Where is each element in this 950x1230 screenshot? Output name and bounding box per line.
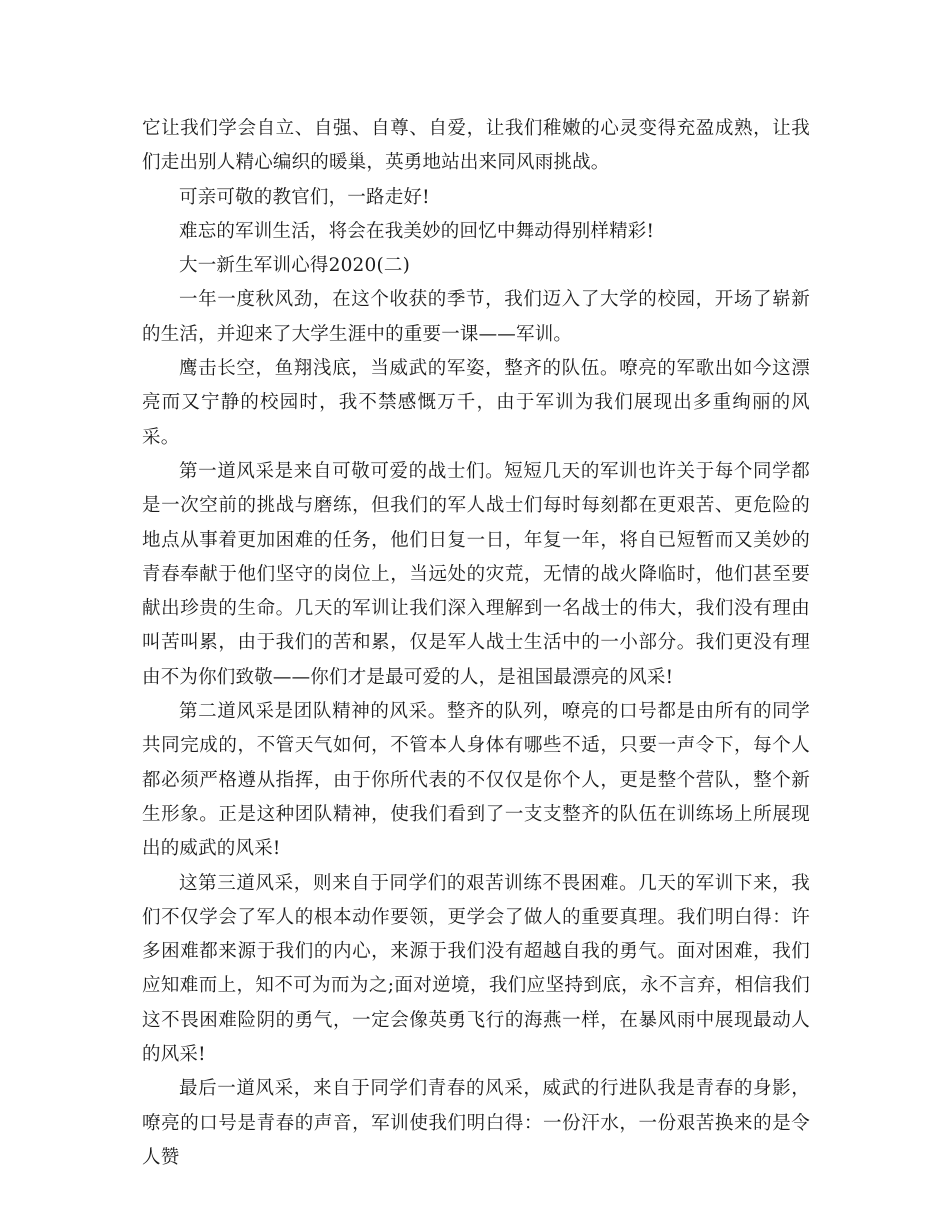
section-heading: 大一新生军训心得2020(二) (179, 255, 411, 277)
paragraph: 第一道风采是来自可敬可爱的战士们。短短几天的军训也许关于每个同学都是一次空前的挑战与磨练，但我们的军人战士们每时每刻都在更艰苦、更危险的地点从事着更加困难的任务，他们日复一日，年复一年，将自已短暂而又美妙的青春奉献于他们坚守的岗位上，当远处的灾荒，无情的战火降临时，他们甚至要献出珍贵的生命。几天的军训让我们深入理解到一名战士的伟大，我们没有理由叫苦叫累，由于我们的苦和累，仅是军人战士生活中的一小部分。我们更没有理由不为你们致敬——你们才是最可爱的人，是祖国最漂亮的风采! (142, 460, 810, 688)
document-body (142, 112, 810, 1175)
paragraph: 可亲可敬的教官们，一路走好! (179, 186, 430, 208)
paragraph: 它让我们学会自立、自强、自尊、自爱，让我们稚嫩的心灵变得充盈成熟，让我们走出别人精心编织的暖巢，英勇地站出来同风雨挑战。 (142, 118, 810, 174)
paragraph: 这第三道风采，则来自于同学们的艰苦训练不畏困难。几天的军训下来，我们不仅学会了军人的根本动作要领，更学会了做人的重要真理。我们明白得：许多困难都来源于我们的内心，来源于我们没有超越自我的勇气。面对困难，我们应知难而上，知不可为而为之;面对逆境，我们应坚持到底，永不言弃，相信我们这不畏困难险阴的勇气，一定会像英勇飞行的海燕一样，在暴风雨中展现最动人的风采! (142, 872, 810, 1066)
paragraph: 第二道风采是团队精神的风采。整齐的队列，嘹亮的口号都是由所有的同学共同完成的，不管天气如何，不管本人身体有哪些不适，只要一声令下，每个人都必须严格遵从指挥，由于你所代表的不仅仅是你个人，更是整个营队，整个新生形象。正是这种团队精神，使我们看到了一支支整齐的队伍在训练场上所展现出的威武的风采! (142, 701, 810, 860)
paragraph: 鹰击长空，鱼翔浅底，当威武的军姿，整齐的队伍。嘹亮的军歌出如今这漂亮而又宁静的校园时，我不禁感慨万千，由于军训为我们展现出多重绚丽的风采。 (142, 358, 810, 448)
paragraph: 难忘的军训生活，将会在我美妙的回忆中舞动得别样精彩! (179, 220, 655, 242)
paragraph: 最后一道风采，来自于同学们青春的风采，威武的行进队我是青春的身影，嘹亮的口号是青春的声音，军训使我们明白得：一份汗水，一份艰苦换来的是令人赞 (142, 1078, 810, 1168)
paragraph: 一年一度秋风劲，在这个收获的季节，我们迈入了大学的校园，开场了崭新的生活，并迎来了大学生涯中的重要一课——军训。 (142, 289, 810, 345)
